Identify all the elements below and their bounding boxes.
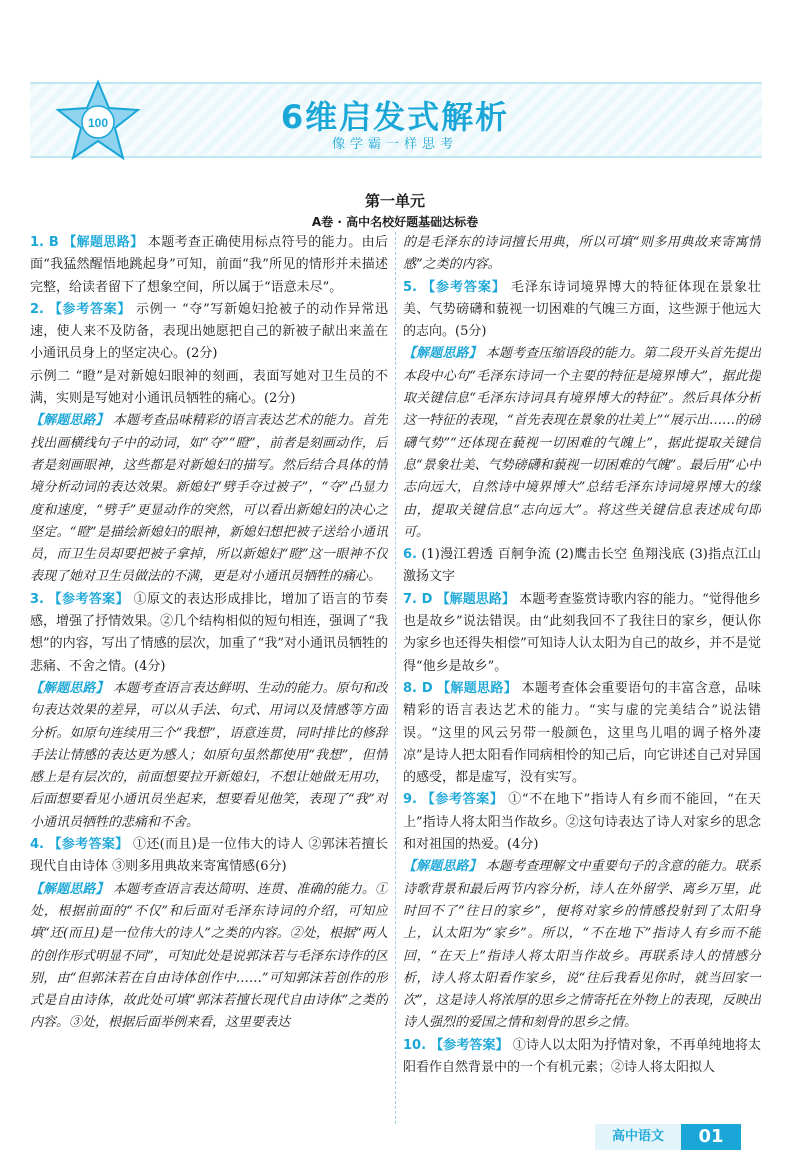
- answer-text: (1)漫江碧透 百舸争流 (2)鹰击长空 鱼翔浅底 (3)指点江山 激扬文字: [403, 547, 761, 585]
- answer-paragraph: [30, 834, 388, 879]
- answer-paragraph: [403, 789, 761, 856]
- question-number: 9.: [403, 792, 417, 808]
- mascot-badge-text: 100: [87, 116, 109, 130]
- answer-text: 示例一 “夺”写新媳妇抢被子的动作异常迅速，使人来不及防备，表现出她愿把自己的新被子献出来盖在小通讯员身上的坚定决心。(2分): [30, 301, 388, 362]
- answer-text: 本题考查压缩语段的能力。第二段开头首先提出本段中心句“毛泽东诗词一个主要的特征是境界博大”，据此提取关键信息“毛泽东诗词具有境界博大的特征”。然后具体分析这一特征的表现，“首先表现在景象的壮美上”“展示出……的磅礴气势”“还体现在藐视一切困难的气魄上”，据此提取关键信息“景象壮美、气势磅礴和藐视一切困难的气魄”。最后用“心中志向远大，自然诗中境界博大”总结毛泽东诗词境界博大的缘由，提取关键信息“志向远大”。将这些关键信息表述成句即可。: [403, 346, 761, 540]
- answer-paragraph: [30, 879, 388, 1035]
- answer-tag: 【参考答案】: [421, 792, 504, 808]
- answer-paragraph: [403, 589, 761, 678]
- question-number: 2.: [30, 301, 44, 317]
- page-footer: [595, 1124, 741, 1150]
- answer-tag: 【解题思路】: [436, 591, 515, 607]
- answer-paragraph: [30, 299, 388, 366]
- answer-paragraph: [403, 1035, 761, 1080]
- answer-tag: 【解题思路】: [437, 680, 518, 696]
- answer-tag: 【参考答案】: [422, 279, 506, 295]
- answer-tag: 【参考答案】: [430, 1037, 509, 1053]
- answer-paragraph: [30, 232, 388, 299]
- question-number: 3.: [30, 591, 44, 607]
- answer-text: 本题考查鉴赏诗歌内容的能力。“觉得他乡也是故乡”说法错误。由“此刻我回不了我往日的家乡，便认你为家乡也还得失相偿”可知诗人认太阳为自己的故乡，并不是觉得“他乡是故乡”。: [403, 591, 761, 674]
- page-subtitle: 像学霸一样思考: [331, 137, 458, 152]
- question-number: 7. D: [403, 591, 433, 607]
- page-title: 6维启发式解析: [280, 98, 510, 136]
- answer-tag: 【解题思路】: [403, 859, 482, 875]
- answer-paragraph: [403, 232, 761, 277]
- answer-tag: 【解题思路】: [63, 235, 144, 250]
- answer-paragraph: [403, 678, 761, 789]
- left-column: [30, 232, 388, 1122]
- question-number: 5.: [403, 279, 417, 295]
- answer-tag: 【解题思路】: [403, 346, 482, 362]
- section-title: A卷 · 高中名校好题基础达标卷: [311, 215, 479, 229]
- answer-text: 毛泽东诗词境界博大的特征体现在景象壮美、气势磅礴和藐视一切困难的气魄三方面，这些源于他远大的志向。(5分): [403, 279, 761, 340]
- unit-title: 第一单元: [364, 192, 425, 210]
- answer-paragraph: [30, 678, 388, 834]
- page-number: 01: [681, 1124, 741, 1150]
- answer-paragraph: [403, 544, 761, 589]
- column-divider: [395, 232, 396, 1124]
- answer-tag: 【解题思路】: [30, 881, 109, 897]
- question-number: 8. D: [403, 680, 433, 696]
- answer-tag: 【参考答案】: [48, 301, 132, 317]
- question-number: 10.: [403, 1037, 427, 1053]
- answer-text: 本题考查语言表达简明、连贯、准确的能力。①处，根据前面的“不仅”和后面对毛泽东诗词的介绍，可知应填“还(而且)是一位伟大的诗人”之类的内容。②处，根据“两人的创作形式明显不同”，可知此处是说郭沫若与毛泽东诗作的区别，由“但郭沫若在自由诗体创作中……”可知郭沫若创作的形式是自由诗体，故此处可填“郭沫若擅长现代自由诗体”之类的内容。③处，根据后面举例来看，这里要表达: [30, 881, 388, 1031]
- answer-paragraph: [30, 366, 388, 411]
- answer-text: 本题考查体会重要语句的丰富含意，品味精彩的语言表达艺术的能力。“实与虚的完美结合”说法错误。“这里的风云另带一般颜色，这里鸟儿唱的调子格外凄凉”是诗人把太阳看作同病相怜的知己后，向它讲述自己对异国的感受，都是虚写，没有实写。: [403, 680, 761, 786]
- answer-tag: 【解题思路】: [30, 413, 109, 429]
- answer-paragraph: [30, 410, 388, 588]
- question-number: 4.: [30, 837, 44, 853]
- answer-tag: 【参考答案】: [48, 591, 130, 607]
- question-number: 6.: [403, 547, 417, 563]
- answer-text: ①原文的表达形成排比，增加了语言的节奏感，增强了抒情效果。②几个结构相似的短句相连，强调了“我想”的内容，写出了情感的层次，加重了“我”对小通讯员牺牲的悲痛、不舍之情。(4分): [30, 591, 388, 674]
- answer-text: 示例二 “瞪”是对新媳妇眼神的刻画，表面写她对卫生员的不满，实则是写她对小通讯员牺牲的痛心。(2分): [30, 368, 388, 407]
- answer-paragraph: [403, 277, 761, 344]
- answer-paragraph: [30, 589, 388, 678]
- answer-text: 本题考查理解文中重要句子的含意的能力。联系诗歌背景和最后两节内容分析，诗人在外留学、离乡万里，此时回不了“往日的家乡”，便将对家乡的情感投射到了太阳身上，认太阳为“家乡”。所以，“不在地下”指诗人有乡而不能回，“在天上”指诗人将太阳当作故乡。再联系诗人的情感分析，诗人将太阳看作家乡，说“往后我看见你时，就当回家一次”，这是诗人将浓厚的思乡之情寄托在外物上的表现，反映出诗人强烈的爱国之情和刻骨的思乡之情。: [403, 859, 761, 1031]
- right-column: [403, 232, 761, 1122]
- answer-text: ①还(而且)是一位伟大的诗人 ②郭沫若擅长现代自由诗体 ③则多用典故来寄寓情感(6分): [30, 837, 388, 875]
- answer-text: ①诗人以太阳为抒情对象，不再单纯地将太阳看作自然背景中的一个有机元素；②诗人将太阳拟人: [403, 1037, 761, 1075]
- footer-subject: 高中语文: [595, 1124, 681, 1150]
- answer-text: ①“不在地下”指诗人有乡而不能回，“在天上”指诗人将太阳当作故乡。②这句诗表达了诗人对家乡的思念和对祖国的热爱。(4分): [403, 792, 761, 853]
- answer-text: 本题考查品味精彩的语言表达艺术的能力。首先找出画横线句子中的动词，如“夺”“瞪”，前者是刻画动作，后者是刻画眼神，这些都是对新媳妇的描写。然后结合具体的情境分析动词的表达效果。新媳妇“劈手夺过被子”，“夺”凸显力度和速度，“劈手”更显动作的突然，可以看出新媳妇的决心之坚定。“瞪”是描绘新媳妇的眼神，新媳妇想把被子送给小通讯员，而卫生员却要把被子拿掉，所以新媳妇“瞪”这一眼神不仅表现了她对卫生员做法的不满，更是对小通讯员牺牲的痛心。: [30, 413, 388, 585]
- question-number: 1. B: [30, 235, 59, 250]
- answer-paragraph: [403, 856, 761, 1034]
- answer-tag: 【解题思路】: [30, 680, 109, 696]
- answer-text: 本题考查正确使用标点符号的能力。由后面“我猛然醒悟地跳起身”可知，前面“我”所见的情形并未描述完整，给读者留下了想象空间，所以属于“语意未尽”。: [30, 235, 388, 295]
- answer-tag: 【参考答案】: [48, 837, 129, 853]
- answer-paragraph: [403, 343, 761, 544]
- answer-text: 的是毛泽东的诗词擅长用典，所以可填“则多用典故来寄寓情感”之类的内容。: [403, 235, 761, 273]
- answer-text: 本题考查语言表达鲜明、生动的能力。原句和改句表达效果的差异，可以从手法、句式、用词以及情感等方面分析。如原句连续用三个“我想”，语意连贯，同时排比的修辞手法让情感的表达更为感人；如原句虽然都使用“我想”，但情感上是有层次的，前面想要拉开新媳妇，不想让她做无用功，后面想要看见小通讯员坐起来，想要看见他笑，表现了“我”对小通讯员牺牲的悲痛和不舍。: [30, 680, 388, 830]
